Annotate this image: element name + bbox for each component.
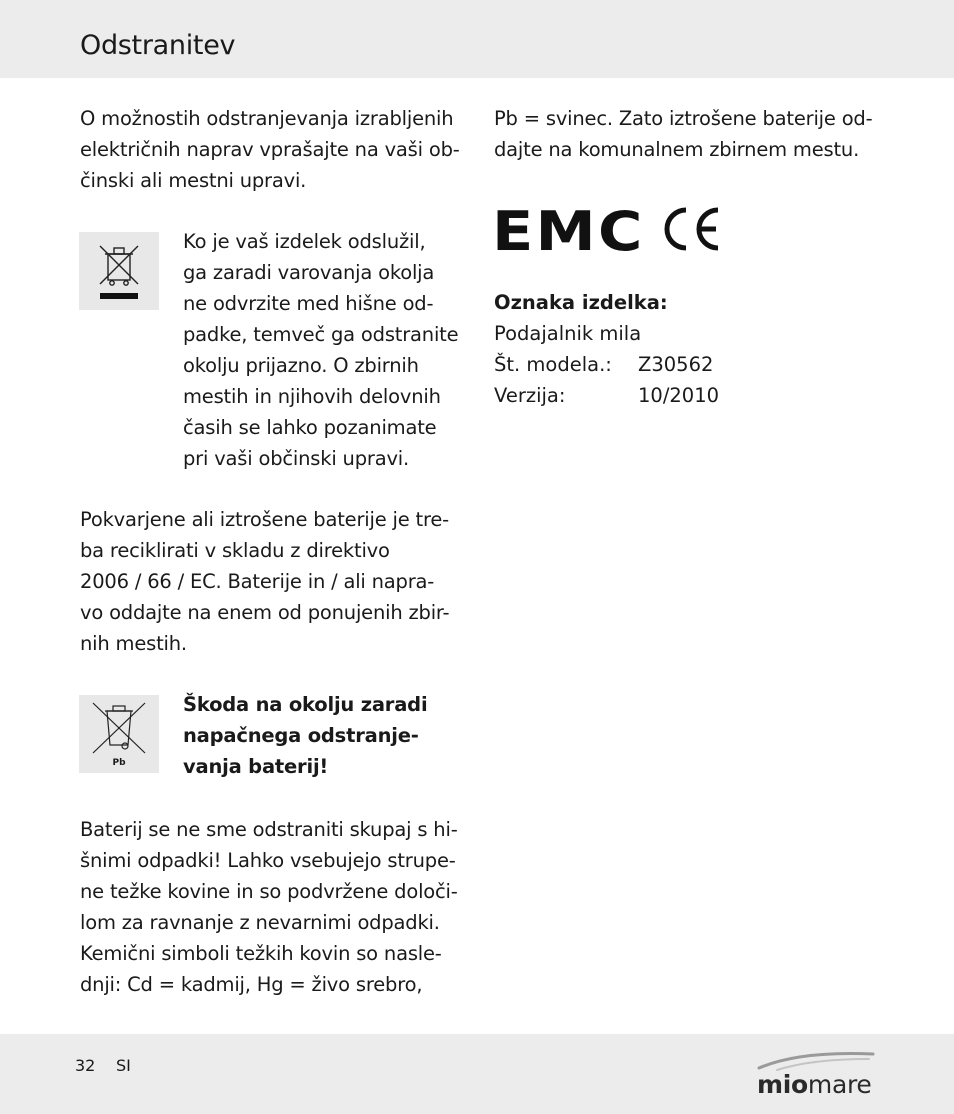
text-line: Kemični simboli težkih kovin so nasle-: [80, 942, 442, 965]
continuation-paragraph: [494, 103, 872, 165]
battery-paragraph: [80, 504, 449, 659]
text-line: ga zaradi varovanja okolja: [183, 261, 435, 284]
text-line: vo oddajte na enem od ponujenih zbir-: [80, 601, 450, 624]
intro-paragraph: [80, 103, 460, 196]
product-heading: Oznaka izdelka:: [494, 291, 668, 314]
text-line: okolju prijazno. O zbirnih: [183, 354, 419, 377]
model-label: Št. modela.:: [494, 353, 612, 376]
text-line: O možnostih odstranjevanja izrabljenih: [80, 107, 454, 130]
miomare-logo: [757, 1050, 877, 1100]
text-line: dnji: Cd = kadmij, Hg = živo srebro,: [80, 973, 423, 996]
text-line: lom za ravnanje z nevarnimi odpadki.: [80, 911, 440, 934]
text-line: mestih in njihovih delovnih: [183, 385, 441, 408]
version-value: 10/2010: [638, 384, 720, 407]
model-value: Z30562: [638, 353, 714, 376]
text-line: padke, temveč ga odstranite: [183, 323, 459, 346]
language-code: SI: [116, 1056, 131, 1075]
crossed-out-battery-bin-icon: [79, 695, 159, 773]
page-title: Odstranitev: [80, 30, 236, 61]
text-line: činski ali mestni upravi.: [80, 169, 307, 192]
pb-label: Pb: [112, 758, 126, 768]
text-line: časih se lahko pozanimate: [183, 416, 437, 439]
brand-bold: mio: [757, 1070, 808, 1099]
text-line: pri vaši občinski upravi.: [183, 447, 410, 470]
logo-swoosh-icon: [757, 1050, 877, 1072]
weee-paragraph: [183, 226, 458, 474]
text-line: nih mestih.: [80, 632, 187, 655]
product-name: Podajalnik mila: [494, 322, 642, 345]
text-line: Baterij se ne sme odstraniti skupaj s hi-: [80, 818, 458, 841]
ce-mark-icon: [662, 206, 722, 252]
text-line: Pokvarjene ali iztrošene baterije je tre-: [80, 508, 449, 531]
text-line: Pb = svinec. Zato iztrošene baterije od-: [494, 107, 873, 130]
text-line: Škoda na okolju zaradi: [183, 693, 428, 716]
page-number: 32: [75, 1056, 96, 1075]
text-line: dajte na komunalnem zbirnem mestu.: [494, 138, 860, 161]
brand-wordmark: [757, 1070, 872, 1099]
text-line: napačnega odstranje-: [183, 724, 419, 747]
text-line: ne težke kovine in so podvržene določi-: [80, 880, 458, 903]
text-line: ne odvrzite med hišne od-: [183, 292, 434, 315]
heavy-metal-paragraph: [80, 814, 458, 1000]
text-line: Ko je vaš izdelek odslužil,: [183, 230, 426, 253]
brand-light: mare: [807, 1070, 872, 1099]
emc-mark: EMC: [492, 200, 645, 263]
version-label: Verzija:: [494, 384, 566, 407]
warning-heading: [183, 689, 427, 782]
text-line: šnimi odpadki! Lahko vsebujejo strupe-: [80, 849, 456, 872]
crossed-out-bin-icon: [79, 232, 159, 310]
text-line: električnih naprav vprašajte na vaši ob-: [80, 138, 460, 161]
text-line: 2006 / 66 / EC. Baterije in / ali napra-: [80, 570, 435, 593]
text-line: vanja baterij!: [183, 755, 329, 778]
text-line: ba reciklirati v skladu z direktivo: [80, 539, 390, 562]
